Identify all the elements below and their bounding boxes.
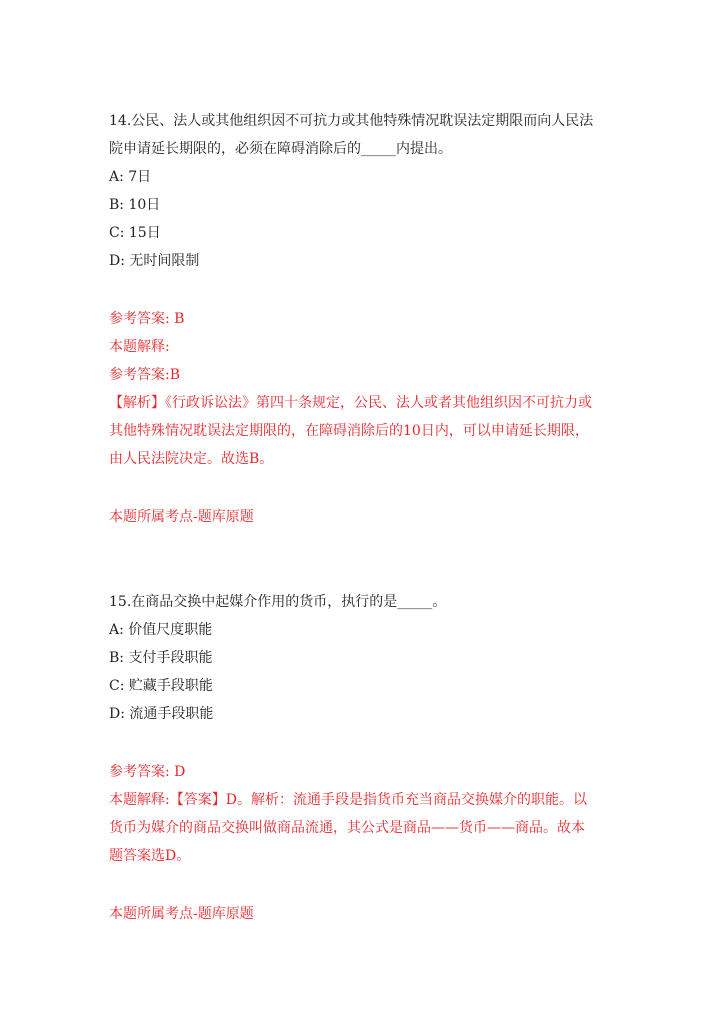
question-15-explanation-line-2: 货币为媒介的商品交换叫做商品流通，其公式是商品——货币——商品。故本	[109, 820, 585, 836]
question-14-answer-repeat: 参考答案:B	[109, 367, 181, 383]
question-15-option-d: D: 流通手段职能	[109, 706, 214, 722]
question-14-explanation-line-2: 其他特殊情况耽误法定期限的，在障碍消除后的10日内，可以申请延长期限，	[109, 423, 589, 439]
question-14-option-d: D: 无时间限制	[109, 253, 200, 269]
question-14-answer: 参考答案: B	[109, 311, 185, 327]
question-15-option-c: C: 贮藏手段职能	[109, 678, 213, 694]
question-15-explanation-line-1: 本题解释:【答案】D。解析：流通手段是指货币充当商品交换媒介的职能。以	[109, 792, 587, 808]
question-14-option-b: B: 10日	[109, 197, 161, 213]
question-14-source: 本题所属考点-题库原题	[109, 509, 254, 525]
question-14-stem-line-1: 14.公民、法人或其他组织因不可抗力或其他特殊情况耽误法定期限而向人民法	[109, 113, 594, 129]
question-15-explanation-line-3: 题答案选D。	[109, 848, 191, 864]
question-14-explanation-line-3: 由人民法院决定。故选B。	[109, 451, 274, 467]
question-14-option-a: A: 7日	[109, 169, 152, 185]
question-15-option-a: A: 价值尺度职能	[109, 622, 213, 638]
question-15-answer: 参考答案: D	[109, 764, 186, 780]
question-14-stem-line-2: 院申请延长期限的，必须在障碍消除后的_____内提出。	[109, 141, 452, 157]
question-15-option-b: B: 支付手段职能	[109, 650, 213, 666]
question-14-explain-title: 本题解释:	[109, 339, 170, 355]
question-14-option-c: C: 15日	[109, 225, 161, 241]
question-15-source: 本题所属考点-题库原题	[109, 906, 254, 922]
question-15-stem-line-1: 15.在商品交换中起媒介作用的货币，执行的是_____。	[109, 594, 447, 610]
question-14-explanation-line-1: 【解析】《行政诉讼法》第四十条规定，公民、法人或者其他组织因不可抗力或	[109, 395, 592, 411]
